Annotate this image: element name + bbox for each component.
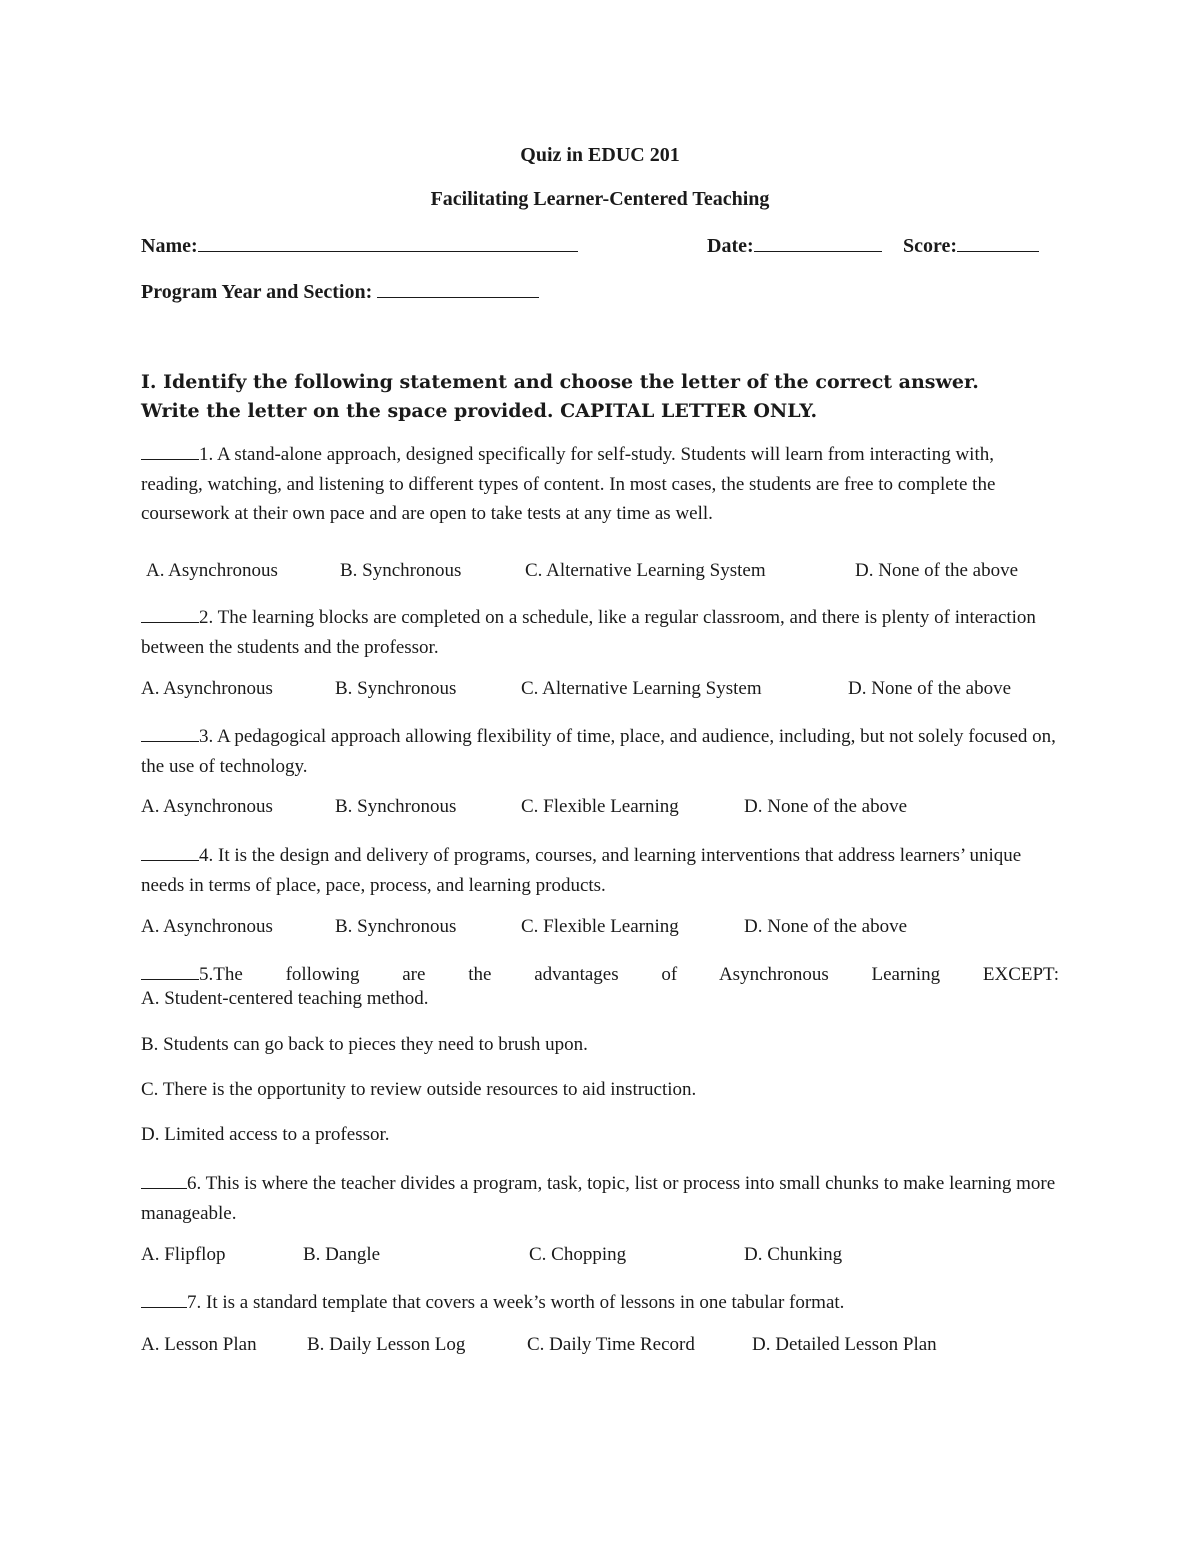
answer-blank-1[interactable] <box>141 441 199 460</box>
date-blank[interactable] <box>754 233 882 252</box>
answer-blank-7[interactable] <box>141 1289 187 1308</box>
question-1-text: 1. A stand-alone approach, designed specifically for self-study. Students will learn from interacting with, reading, watching, and listening to different types of content. In most cases, the students are free to complete the coursework at their own pace and are open to take tests at any time as well. <box>141 444 996 524</box>
answer-blank-2[interactable] <box>141 604 199 623</box>
option: B. Students can go back to pieces they need to brush upon. <box>141 1034 588 1055</box>
option: B. Dangle <box>303 1244 381 1265</box>
question-4-text: 4. It is the design and delivery of programs, courses, and learning interventions that address learners’ unique needs in terms of place, pace, process, and learning products. <box>141 845 1022 896</box>
date-label: Date: <box>707 235 754 257</box>
option: B. Synchronous <box>340 560 462 581</box>
option: C. Alternative Learning System <box>521 678 762 699</box>
page-title: Quiz in EDUC 201 <box>520 144 680 166</box>
option: D. Limited access to a professor. <box>141 1124 390 1145</box>
program-field <box>141 279 539 304</box>
option: D. None of the above <box>744 796 908 817</box>
answer-blank-4[interactable] <box>141 842 199 861</box>
question-4 <box>141 841 1059 900</box>
question-6 <box>141 1169 1059 1228</box>
option: C. There is the opportunity to review outside resources to aid instruction. <box>141 1079 697 1100</box>
score-blank[interactable] <box>957 233 1039 252</box>
option: C. Chopping <box>529 1244 627 1265</box>
question-3 <box>141 722 1059 781</box>
question-2-text: 2. The learning blocks are completed on a schedule, like a regular classroom, and there is plenty of interaction between the students and the professor. <box>141 607 1036 658</box>
option: A. Asynchronous <box>141 796 273 817</box>
question-5 <box>141 960 1059 990</box>
question-3-text: 3. A pedagogical approach allowing flexibility of time, place, and audience, including, but not solely focused on, the use of technology. <box>141 726 1056 777</box>
question-5-text: 5.The following are the advantages of Asynchronous Learning EXCEPT: <box>199 964 1059 985</box>
score-field <box>903 233 1039 258</box>
name-label: Name: <box>141 235 198 257</box>
option: D. Detailed Lesson Plan <box>752 1334 937 1355</box>
question-1 <box>141 440 1059 529</box>
option: B. Synchronous <box>335 916 457 937</box>
option: C. Alternative Learning System <box>525 560 766 581</box>
instructions: I. Identify the following statement and choose the letter of the correct answer. Write the letter on the space provided. CAPITAL LETTER ONLY. <box>141 371 979 422</box>
option: D. None of the above <box>744 916 908 937</box>
option: C. Flexible Learning <box>521 916 679 937</box>
option: D. Chunking <box>744 1244 843 1265</box>
answer-blank-5[interactable] <box>141 961 199 980</box>
option: B. Daily Lesson Log <box>307 1334 466 1355</box>
answer-blank-6[interactable] <box>141 1170 187 1189</box>
option: C. Flexible Learning <box>521 796 679 817</box>
question-7-text: 7. It is a standard template that covers a week’s worth of lessons in one tabular format. <box>187 1292 845 1313</box>
name-field <box>141 233 578 258</box>
program-blank[interactable] <box>377 279 539 298</box>
answer-blank-3[interactable] <box>141 723 199 742</box>
option: C. Daily Time Record <box>527 1334 695 1355</box>
question-6-text: 6. This is where the teacher divides a program, task, topic, list or process into small chunks to make learning more manageable. <box>141 1173 1056 1224</box>
option: B. Synchronous <box>335 796 457 817</box>
option: B. Synchronous <box>335 678 457 699</box>
page-subtitle: Facilitating Learner-Centered Teaching <box>430 188 770 210</box>
option: D. None of the above <box>855 560 1019 581</box>
option: A. Asynchronous <box>141 916 273 937</box>
option: A. Flipflop <box>141 1244 226 1265</box>
date-field <box>707 233 882 258</box>
option: A. Student-centered teaching method. <box>141 988 429 1009</box>
option: D. None of the above <box>848 678 1012 699</box>
question-7 <box>141 1288 1059 1318</box>
option: A. Lesson Plan <box>141 1334 257 1355</box>
question-2 <box>141 603 1059 662</box>
option: A. Asynchronous <box>141 678 273 699</box>
option: A. Asynchronous <box>146 560 278 581</box>
program-label: Program Year and Section: <box>141 281 373 303</box>
name-blank[interactable] <box>198 233 578 252</box>
score-label: Score: <box>903 235 958 257</box>
